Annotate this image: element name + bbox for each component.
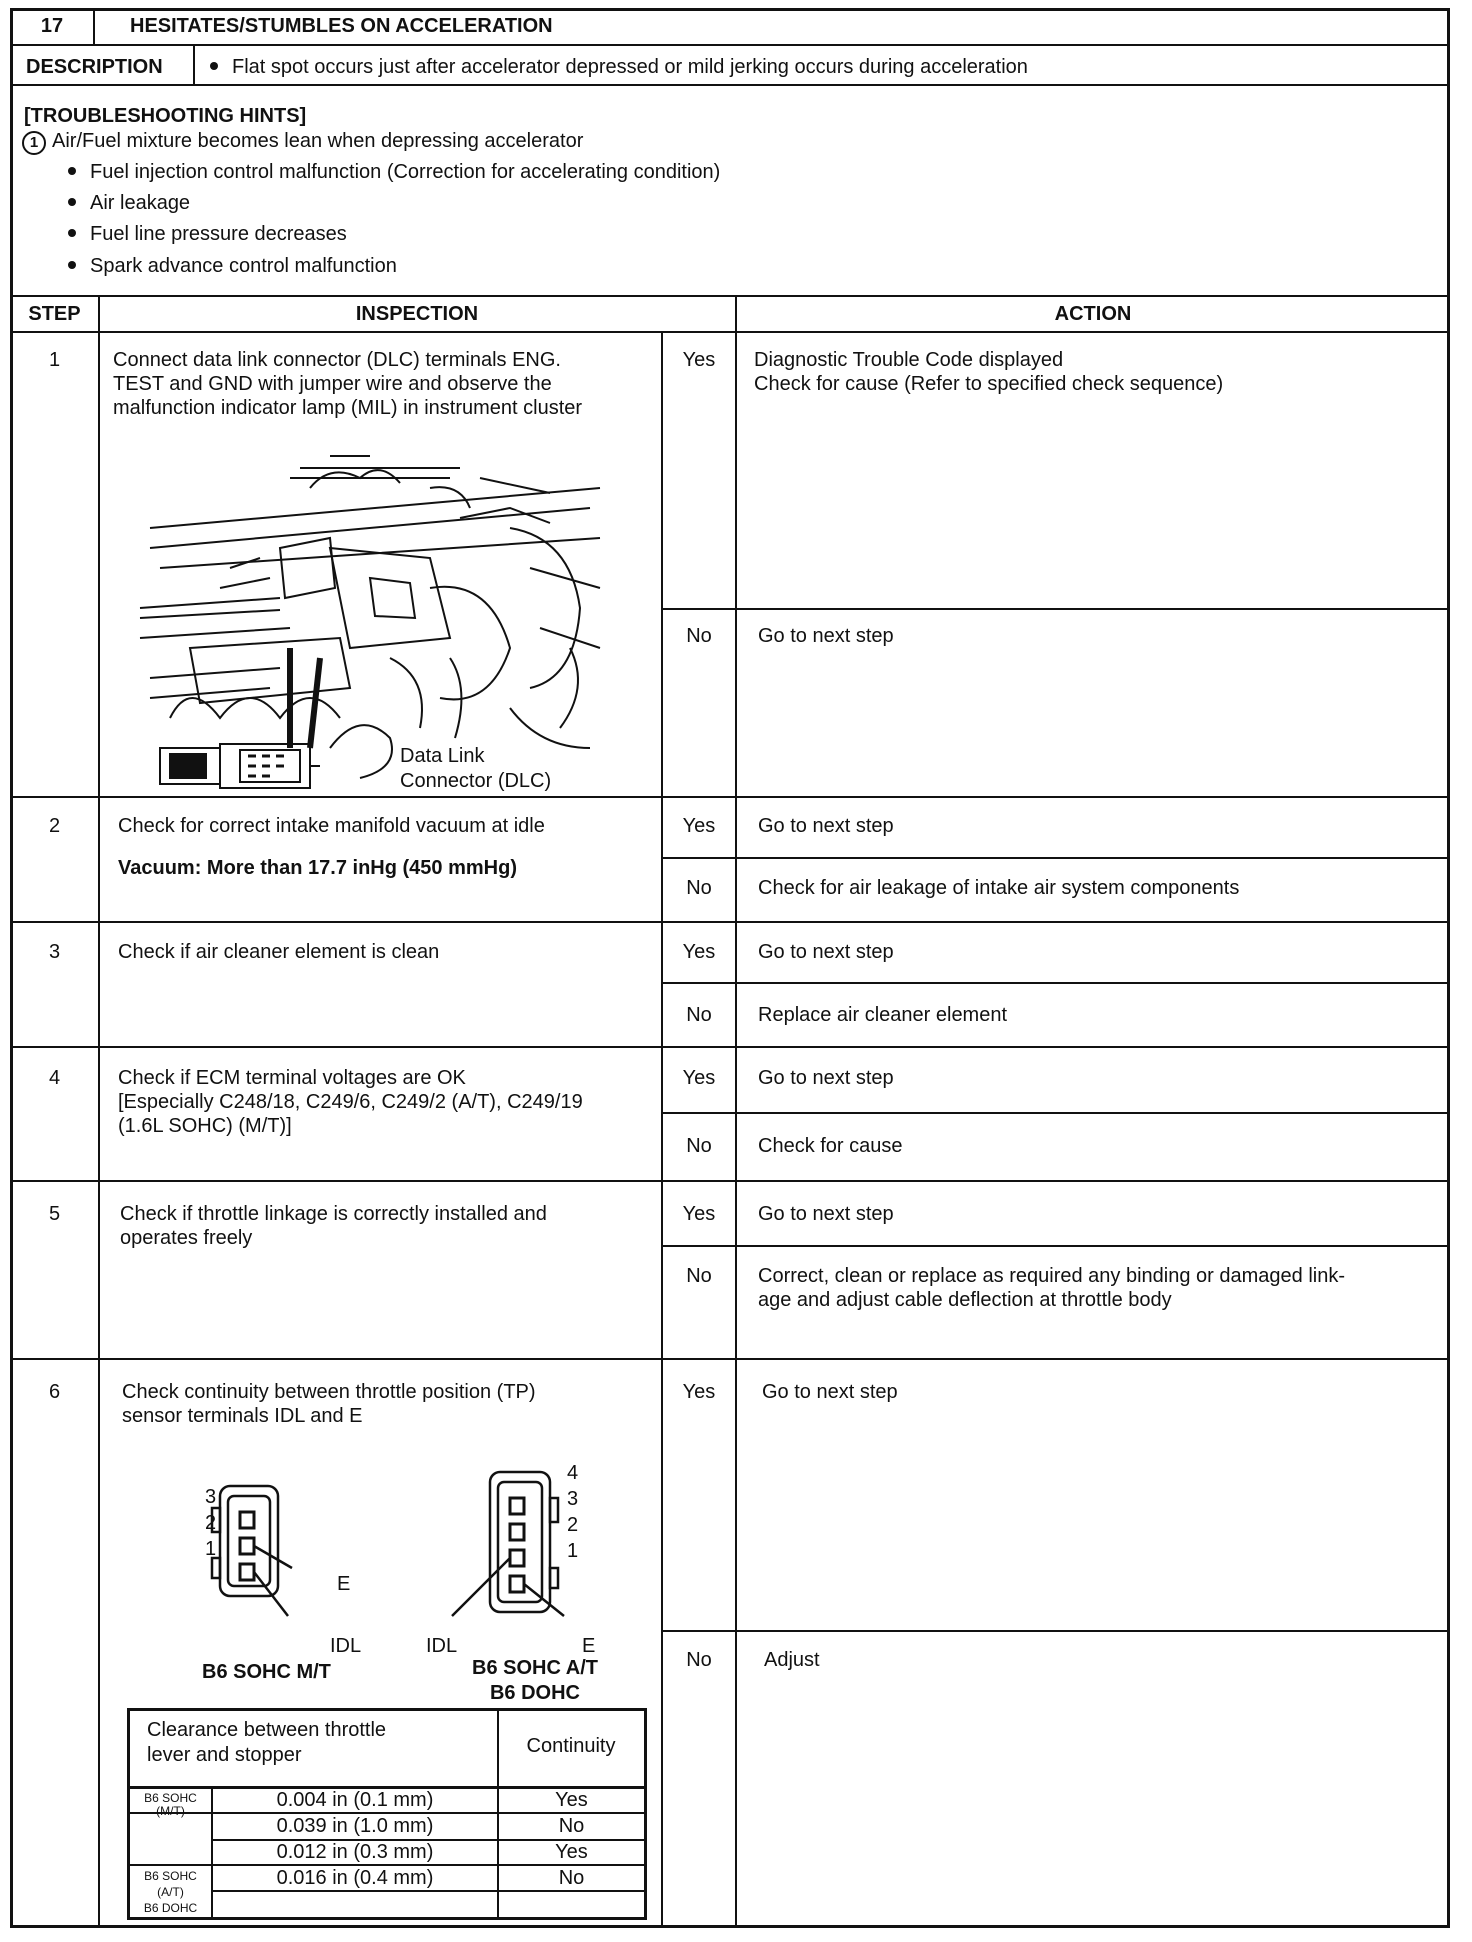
right-pin-labels: 4 3 2 1 xyxy=(567,1462,579,1562)
clearance-header: Clearance between throttle lever and stopper xyxy=(147,1719,387,1766)
continuity-header: Continuity xyxy=(526,1735,616,1757)
yes-label: Yes xyxy=(682,1381,716,1403)
no-action: Replace air cleaner element xyxy=(758,1004,1008,1026)
tp-sensor-connectors-diagram xyxy=(190,1468,610,1638)
yes-label: Yes xyxy=(682,1203,716,1225)
table-row-clearance: 0.016 in (0.4 mm) xyxy=(276,1867,434,1889)
dlc-location-illustration xyxy=(130,448,620,793)
sheet-number: 17 xyxy=(40,15,64,37)
no-action: Check for cause xyxy=(758,1135,903,1157)
right-e-label: E xyxy=(582,1635,596,1657)
col-inspection: INSPECTION xyxy=(355,303,479,325)
no-action: Check for air leakage of intake air system components xyxy=(758,877,1240,899)
description-text: Flat spot occurs just after accelerator depressed or mild jerking occurs during acceleration xyxy=(210,55,1028,80)
right-idl-label: IDL xyxy=(426,1635,458,1657)
step-number: 6 xyxy=(48,1381,61,1403)
no-label: No xyxy=(686,1135,712,1157)
troubleshooting-sheet xyxy=(10,8,1450,1928)
hint-item: Fuel line pressure decreases xyxy=(68,222,347,247)
step-inspection: Check if ECM terminal voltages are OK [Especially C248/18, C249/6, C249/2 (A/T), C249/19 (1.6L SOHC) (M/T)] xyxy=(118,1067,583,1137)
left-e-label: E xyxy=(337,1573,351,1595)
step-number: 2 xyxy=(48,815,61,837)
table-row-continuity: No xyxy=(558,1815,585,1837)
yes-action: Go to next step xyxy=(758,1067,894,1089)
table-row-clearance: 0.004 in (0.1 mm) xyxy=(276,1789,434,1811)
right-connector-caption: B6 SOHC A/T B6 DOHC xyxy=(472,1657,598,1704)
no-label: No xyxy=(686,1265,712,1287)
no-label: No xyxy=(686,877,712,899)
left-idl-label: IDL xyxy=(330,1635,362,1657)
table-row-continuity: No xyxy=(558,1867,585,1889)
hint-item: Spark advance control malfunction xyxy=(68,254,397,279)
group-label-at-dohc: B6 SOHC (A/T) B6 DOHC xyxy=(143,1869,198,1915)
hint-item: Air leakage xyxy=(68,191,190,216)
yes-label: Yes xyxy=(682,815,716,837)
no-label: No xyxy=(686,1649,712,1671)
yes-action: Go to next step xyxy=(758,815,894,837)
yes-action: Go to next step xyxy=(762,1381,898,1403)
yes-action: Diagnostic Trouble Code displayed Check for cause (Refer to specified check sequence) xyxy=(754,349,1224,395)
yes-label: Yes xyxy=(682,1067,716,1089)
step-inspection: Check if throttle linkage is correctly installed and operates freely xyxy=(120,1203,547,1249)
left-connector-caption: B6 SOHC M/T xyxy=(202,1661,331,1683)
clearance-table xyxy=(127,1708,647,1920)
hints-title: [TROUBLESHOOTING HINTS] xyxy=(24,105,307,127)
step-inspection: Connect data link connector (DLC) terminals ENG. TEST and GND with jumper wire and observe the malfunction indicator lamp (MIL) in instrument cluster xyxy=(113,349,583,419)
no-action: Correct, clean or replace as required any binding or damaged link- age and adjust cable deflection at throttle body xyxy=(758,1265,1345,1311)
step-number: 5 xyxy=(48,1203,61,1225)
yes-action: Go to next step xyxy=(758,941,894,963)
no-action: Go to next step xyxy=(758,625,894,647)
sheet-title: HESITATES/STUMBLES ON ACCELERATION xyxy=(130,15,553,37)
step-spec: Vacuum: More than 17.7 inHg (450 mmHg) xyxy=(118,857,517,879)
hints-cause: 1 Air/Fuel mixture becomes lean when depressing accelerator xyxy=(22,129,583,155)
yes-label: Yes xyxy=(682,349,716,371)
step-inspection: Check for correct intake manifold vacuum at idle xyxy=(118,815,545,837)
hint-item: Fuel injection control malfunction (Correction for accelerating condition) xyxy=(68,160,720,185)
step-inspection: Check continuity between throttle position (TP) sensor terminals IDL and E xyxy=(122,1381,536,1427)
col-step: STEP xyxy=(28,303,81,325)
table-row-clearance: 0.039 in (1.0 mm) xyxy=(276,1815,434,1837)
step-inspection: Check if air cleaner element is clean xyxy=(118,941,440,963)
step-number: 4 xyxy=(48,1067,61,1089)
table-row-continuity: Yes xyxy=(555,1841,588,1863)
table-row-continuity: Yes xyxy=(555,1789,588,1811)
dlc-figure-label: Data Link Connector (DLC) xyxy=(400,745,552,792)
left-pin-labels: 3 2 1 xyxy=(205,1486,217,1560)
no-action: Adjust xyxy=(764,1649,820,1671)
yes-label: Yes xyxy=(682,941,716,963)
table-row-clearance: 0.012 in (0.3 mm) xyxy=(276,1841,434,1863)
yes-action: Go to next step xyxy=(758,1203,894,1225)
step-number: 1 xyxy=(48,349,61,371)
no-label: No xyxy=(686,1004,712,1026)
description-label: DESCRIPTION xyxy=(26,56,163,78)
step-number: 3 xyxy=(48,941,61,963)
group-label-mt: B6 SOHC (M/T) xyxy=(144,1791,197,1818)
no-label: No xyxy=(686,625,712,647)
cause-number-icon: 1 xyxy=(22,131,46,155)
col-action: ACTION xyxy=(1054,303,1132,325)
